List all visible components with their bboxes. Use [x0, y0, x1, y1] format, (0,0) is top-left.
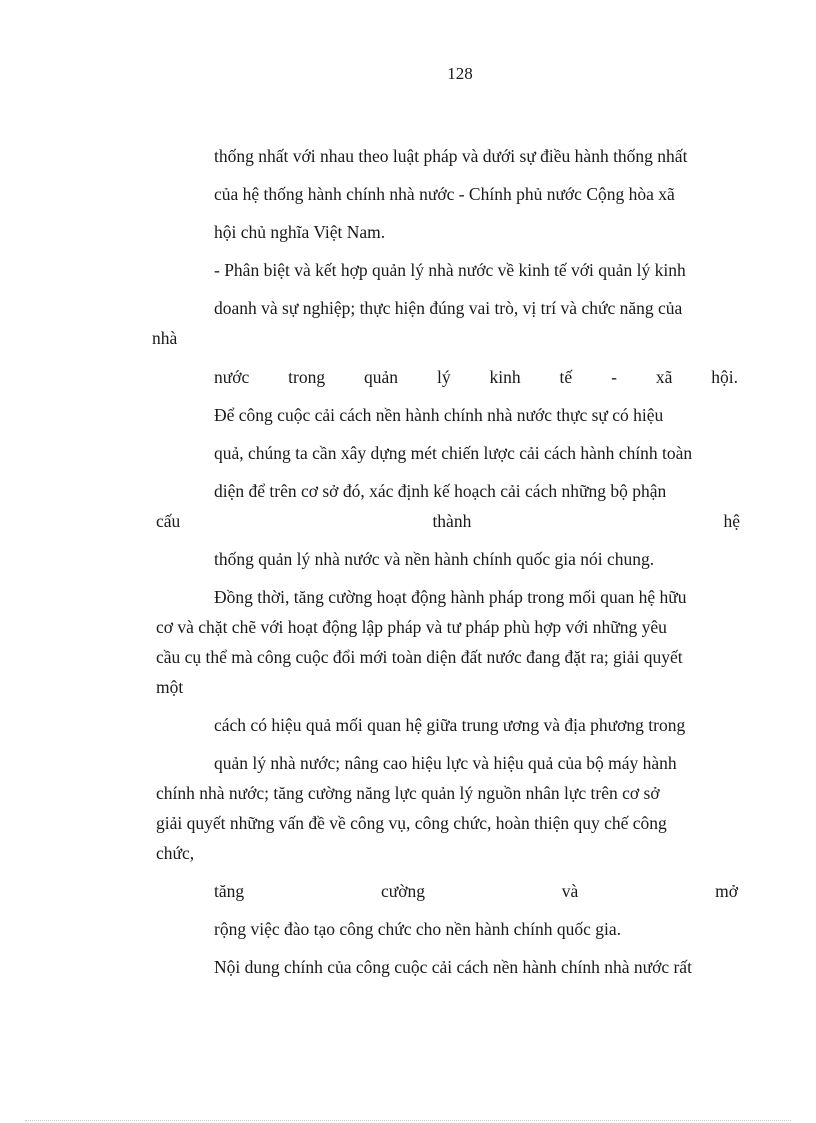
paragraph-line: doanh và sự nghiệp; thực hiện đúng vai trò, vị trí và chức năng của	[214, 298, 683, 318]
paragraph-line: rộng việc đào tạo công chức cho nền hành chính quốc gia.	[214, 919, 621, 939]
paragraph-line: thống quản lý nhà nước và nền hành chính quốc gia nói chung.	[214, 549, 655, 569]
paragraph-line: hội chủ nghĩa Việt Nam.	[214, 222, 386, 242]
paragraph-line: của hệ thống hành chính nhà nước - Chính phủ nước Cộng hòa xã	[214, 184, 675, 204]
paragraph-line: cách có hiệu quả mối quan hệ giữa trung ương và địa phương trong	[214, 715, 686, 735]
paragraph-line: chính nhà nước; tăng cường năng lực quản lý nguồn nhân lực trên cơ sở	[156, 783, 660, 803]
paragraph-line: nhà	[152, 328, 178, 348]
paragraph-line: chức,	[156, 843, 195, 863]
page-number: 128	[447, 64, 473, 83]
paragraph-line: diện để trên cơ sở đó, xác định kế hoạch cải cách những bộ phận	[214, 481, 667, 501]
paragraph-line: cơ và chặt chẽ với hoạt động lập pháp và tư pháp phù hợp với những yêu	[156, 617, 667, 637]
paragraph-line: cầu cụ thể mà công cuộc đổi mới toàn diện đất nước đang đặt ra; giải quyết	[156, 647, 683, 667]
paragraph-line: Để công cuộc cải cách nền hành chính nhà nước thực sự có hiệu	[214, 405, 664, 425]
paragraph-line: Nội dung chính của công cuộc cải cách nền hành chính nhà nước rất	[214, 957, 692, 977]
paragraph-line: một	[156, 677, 184, 697]
bottom-dotted-rule	[25, 1120, 791, 1121]
paragraph-line: Đồng thời, tăng cường hoạt động hành pháp trong mối quan hệ hữu	[214, 587, 687, 607]
paragraph-line: quản lý nhà nước; nâng cao hiệu lực và hiệu quả của bộ máy hành	[214, 753, 677, 773]
justified-line: nước trong quản lý kinh tế - xã hội.	[214, 367, 738, 387]
justified-line: cấu thành hệ	[156, 511, 740, 531]
paragraph-line: giải quyết những vấn đề về công vụ, công chức, hoàn thiện quy chế công	[156, 813, 667, 833]
paragraph-line: thống nhất với nhau theo luật pháp và dưới sự điều hành thống nhất	[214, 146, 688, 166]
paragraph-line: quả, chúng ta cần xây dựng mét chiến lược cải cách hành chính toàn	[214, 443, 693, 463]
paragraph-line: - Phân biệt và kết hợp quản lý nhà nước về kinh tế với quản lý kinh	[214, 260, 686, 280]
justified-line: tăng cường và mở	[214, 881, 738, 901]
